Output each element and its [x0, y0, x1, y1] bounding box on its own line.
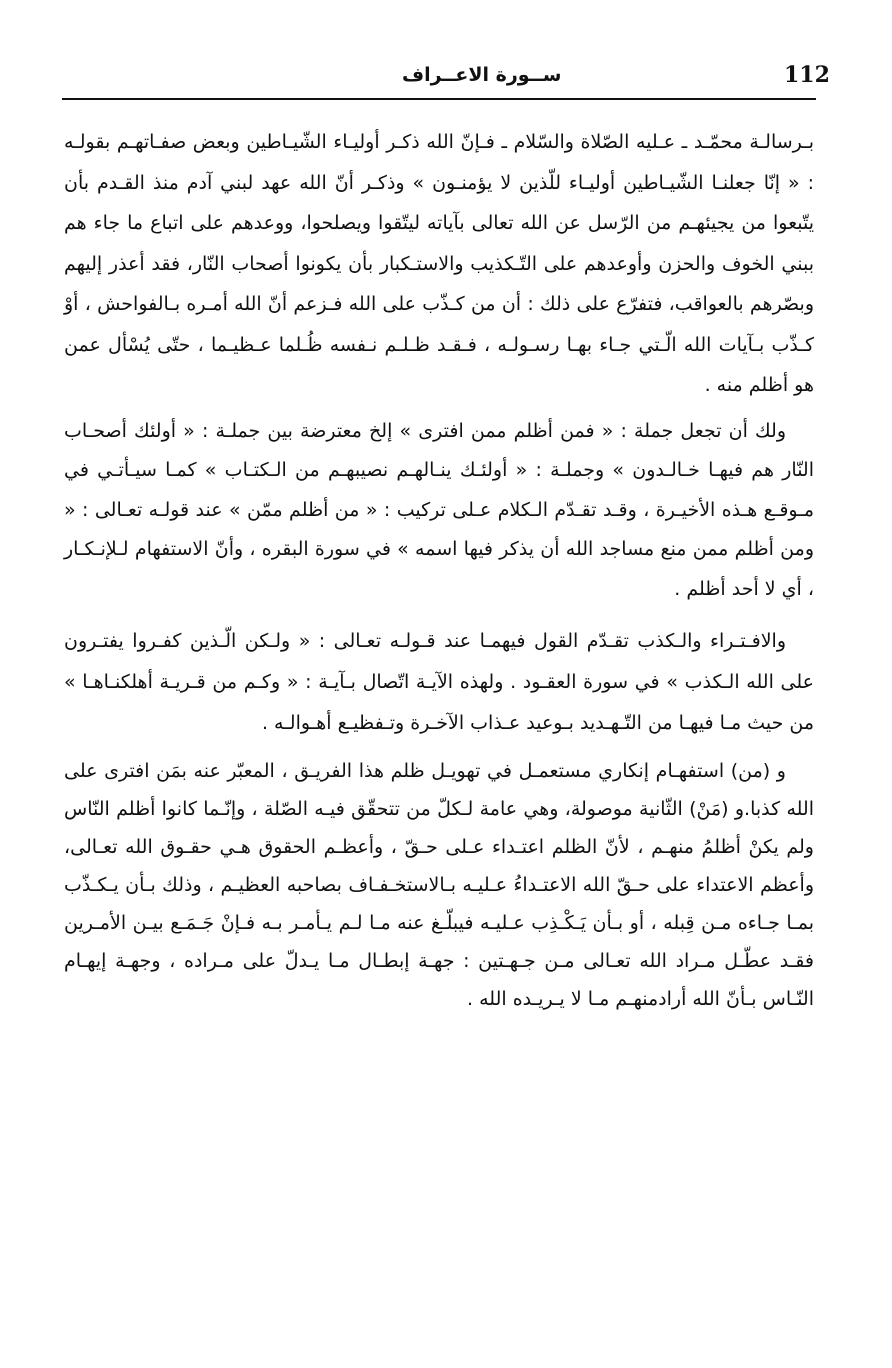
page-body — [64, 122, 814, 1018]
paragraph: ولك أن تجعل جملة : « فمن أظلم ممن افترى » إلخ معترضة بين جملـة : « أولئك أصحـاب النّار هم فيهـا خـالـدون » وجملـة : « أولئـك ينـالهـم نصيبهـم من الـكتـاب » كمـا سيـأتـي في مـوقـع هـذه الأخيـرة ، وقـد تقـدّم الـكلام عـلى تركيب : « من أظلم ممّن » عند قولـه تعـالى : « ومن أظلم ممن منع مساجد الله أن يذكر فيها اسمه » في سورة البقره ، وأنّ الاستفهام لـلإنـكـار ، أي لا أحد أظلم . — [64, 419, 814, 600]
paragraph: و (من) استفهـام إنكاري مستعمـل في تهويـل ظلم هذا الفريـق ، المعبّر عنه بمَن افترى على الله كذبا.و (مَنْ) الثّانية موصولة، وهي عامة لـكلّ من تتحقّق فيـه الصّلة ، وإنّـما كانوا أظلم النّاس ولم يكنْ أظلمُ منهـم ، لأنّ الظلم اعتـداء عـلى حـقّ ، وأعظـم الحقوق هـي حقـوق الله تعـالى، وأعظم الاعتداء على حـقّ الله الاعتـداءُ عـليـه بـالاستخـفـاف بصاحبه العظيـم ، وذلك بـأن يـكـذّب بمـا جـاءه مـن قِبله ، أو بـأن يَـكْـذِب عـليـه فيبلّـغ عنه مـا لـم يـأمـر بـه فـإنْ جَـمَـع بيـن الأمـرين فقـد عطّـل مـراد الله تعـالى مـن جـهـتين : جهـة إبطـال مـا يـدلّ على مـراده ، وجهـة إيهـام النّـاس بـأنّ الله أرادمنهـم مـا لا يـريـده الله . — [64, 760, 814, 1011]
running-title: ســورة الاعــراف — [402, 64, 562, 86]
paragraph: والافـتـراء والـكذب تقـدّم القول فيهمـا عند قـولـه تعـالى : « ولـكن الّـذين كفـروا يفتـرون على الله الـكذب » في سورة العقـود . ولهذه الآيـة اتّصال بـآيـة : « وكـم من قـريـة أهلكنـاهـا » من حيث مـا فيهـا من التّـهـديد بـوعيد عـذاب الآخـرة وتـفظيـع أهـوالـه . — [64, 630, 814, 735]
page-number: 112 — [784, 62, 830, 88]
paragraph: بـرسالـة محمّـد ـ عـليه الصّلاة والسّلام ـ فـإنّ الله ذكـر أوليـاء الشّيـاطين وبعض صفـاتهـم بقولـه : « إنّا جعلنـا الشّيـاطين أوليـاء للّذين لا يؤمنـون » وذكـر أنّ الله عهد لبني آدم منذ القـدم بأن يتّبعوا من يجيئهـم من الرّسل عن الله تعالى بآياته ليتّقوا ويصلحوا، ووعدهم على اتباع ما جاء هم ببني الخوف والحزن وأوعدهم على التّـكذيب والاستـكبار بأن يكونوا أصحاب النّار، فقد أعذر إليهم وبصّرهم بالعواقب، فتفرّع على ذلك : أن من كـذّب على الله فـزعم أنّ الله أمـره بـالفواحش ، أوْ كـذّب بـآيات الله الّـتي جـاء بهـا رسـولـه ، فـقـد ظـلـم نـفسه ظُـلما عـظيـما ، حتّى يُسْأل عمن هو أظلم منه . — [64, 131, 814, 396]
page-header — [62, 58, 830, 100]
